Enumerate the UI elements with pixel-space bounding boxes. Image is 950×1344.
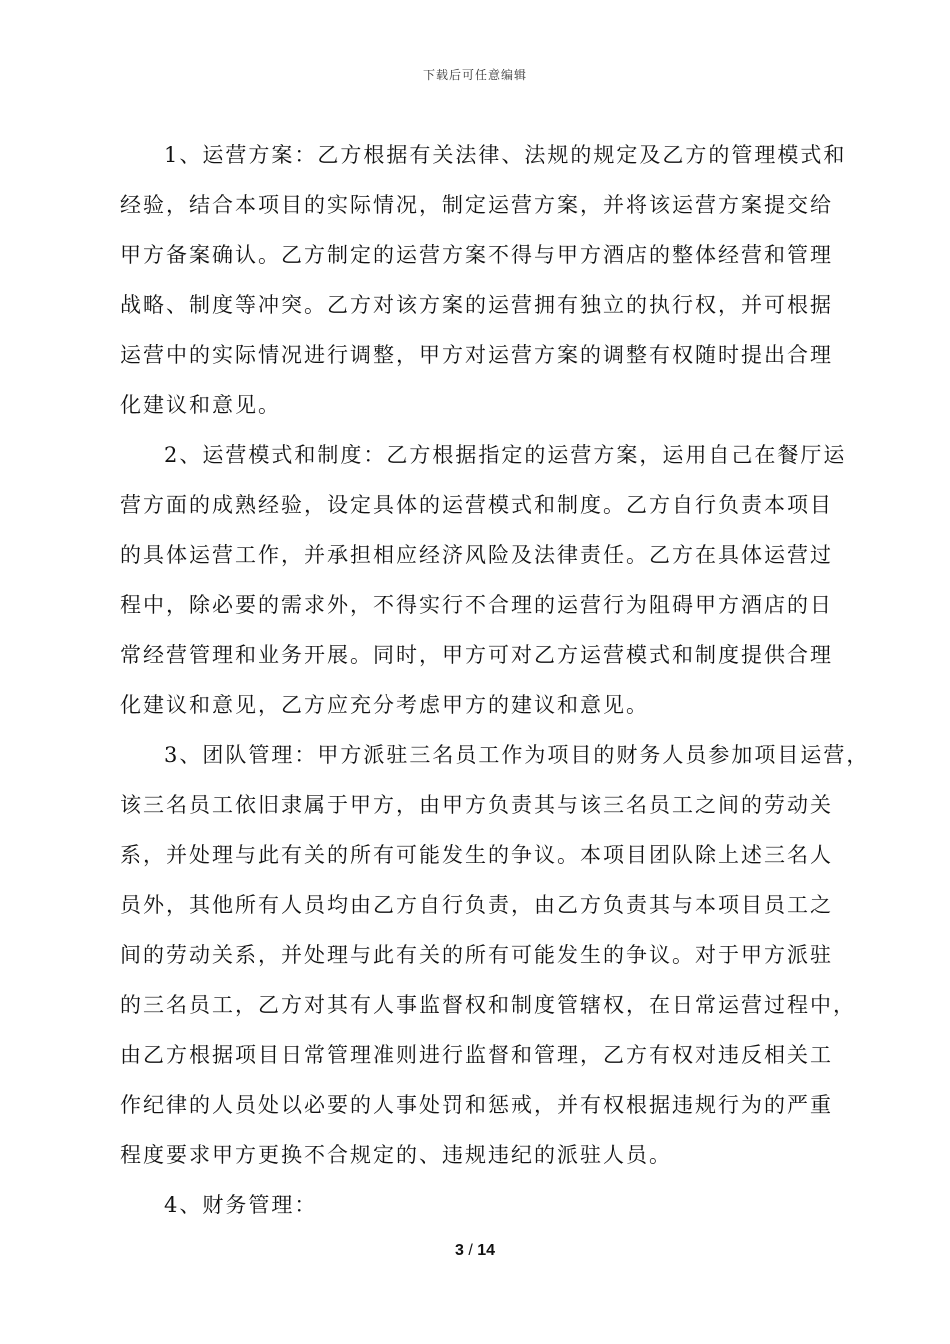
text-line: 化建议和意见。 [120, 393, 281, 417]
text-line: 化建议和意见，乙方应充分考虑甲方的建议和意见。 [120, 693, 649, 717]
text-line: 程中，除必要的需求外，不得实行不合理的运营行为阻碍甲方酒店的日 [120, 593, 833, 617]
document-body [120, 130, 870, 1230]
paragraph-1 [120, 130, 847, 430]
text-line: 的具体运营工作，并承担相应经济风险及法律责任。乙方在具体运营过 [120, 543, 833, 567]
page-number [0, 1242, 950, 1260]
text-line: 经验，结合本项目的实际情况，制定运营方案，并将该运营方案提交给 [120, 193, 833, 217]
paragraph-4 [120, 1180, 832, 1230]
text-line: 3、团队管理：甲方派驻三名员工作为项目的财务人员参加项目运营， [164, 743, 870, 767]
page-number-total: 14 [477, 1242, 496, 1259]
text-line: 4、财务管理： [164, 1193, 318, 1217]
text-line: 运营中的实际情况进行调整，甲方对运营方案的调整有权随时提出合理 [120, 343, 833, 367]
text-line: 程度要求甲方更换不合规定的、违规违纪的派驻人员。 [120, 1143, 672, 1167]
text-line: 该三名员工依旧隶属于甲方，由甲方负责其与该三名员工之间的劳动关 [120, 793, 833, 817]
text-line: 作纪律的人员处以必要的人事处罚和惩戒，并有权根据违规行为的严重 [120, 1093, 833, 1117]
text-line: 间的劳动关系，并处理与此有关的所有可能发生的争议。对于甲方派驻 [120, 943, 833, 967]
text-line: 的三名员工，乙方对其有人事监督权和制度管辖权，在日常运营过程中， [120, 993, 856, 1017]
text-line: 战略、制度等冲突。乙方对该方案的运营拥有独立的执行权，并可根据 [120, 293, 833, 317]
paragraph-3 [120, 730, 870, 1180]
text-line: 系，并处理与此有关的所有可能发生的争议。本项目团队除上述三名人 [120, 843, 833, 867]
text-line: 甲方备案确认。乙方制定的运营方案不得与甲方酒店的整体经营和管理 [120, 243, 833, 267]
text-line: 常经营管理和业务开展。同时，甲方可对乙方运营模式和制度提供合理 [120, 643, 833, 667]
text-line: 营方面的成熟经验，设定具体的运营模式和制度。乙方自行负责本项目 [120, 493, 833, 517]
text-line: 由乙方根据项目日常管理准则进行监督和管理，乙方有权对违反相关工 [120, 1043, 833, 1067]
page-number-separator: / [468, 1242, 473, 1259]
page-header: 下载后可任意编辑 [422, 68, 527, 82]
page-number-current: 3 [454, 1242, 464, 1259]
text-line: 2、运营模式和制度：乙方根据指定的运营方案，运用自己在餐厅运 [164, 443, 847, 467]
text-line: 员外，其他所有人员均由乙方自行负责，由乙方负责其与本项目员工之 [120, 893, 833, 917]
paragraph-2 [120, 430, 847, 730]
text-line: 1、运营方案：乙方根据有关法律、法规的规定及乙方的管理模式和 [164, 143, 847, 167]
